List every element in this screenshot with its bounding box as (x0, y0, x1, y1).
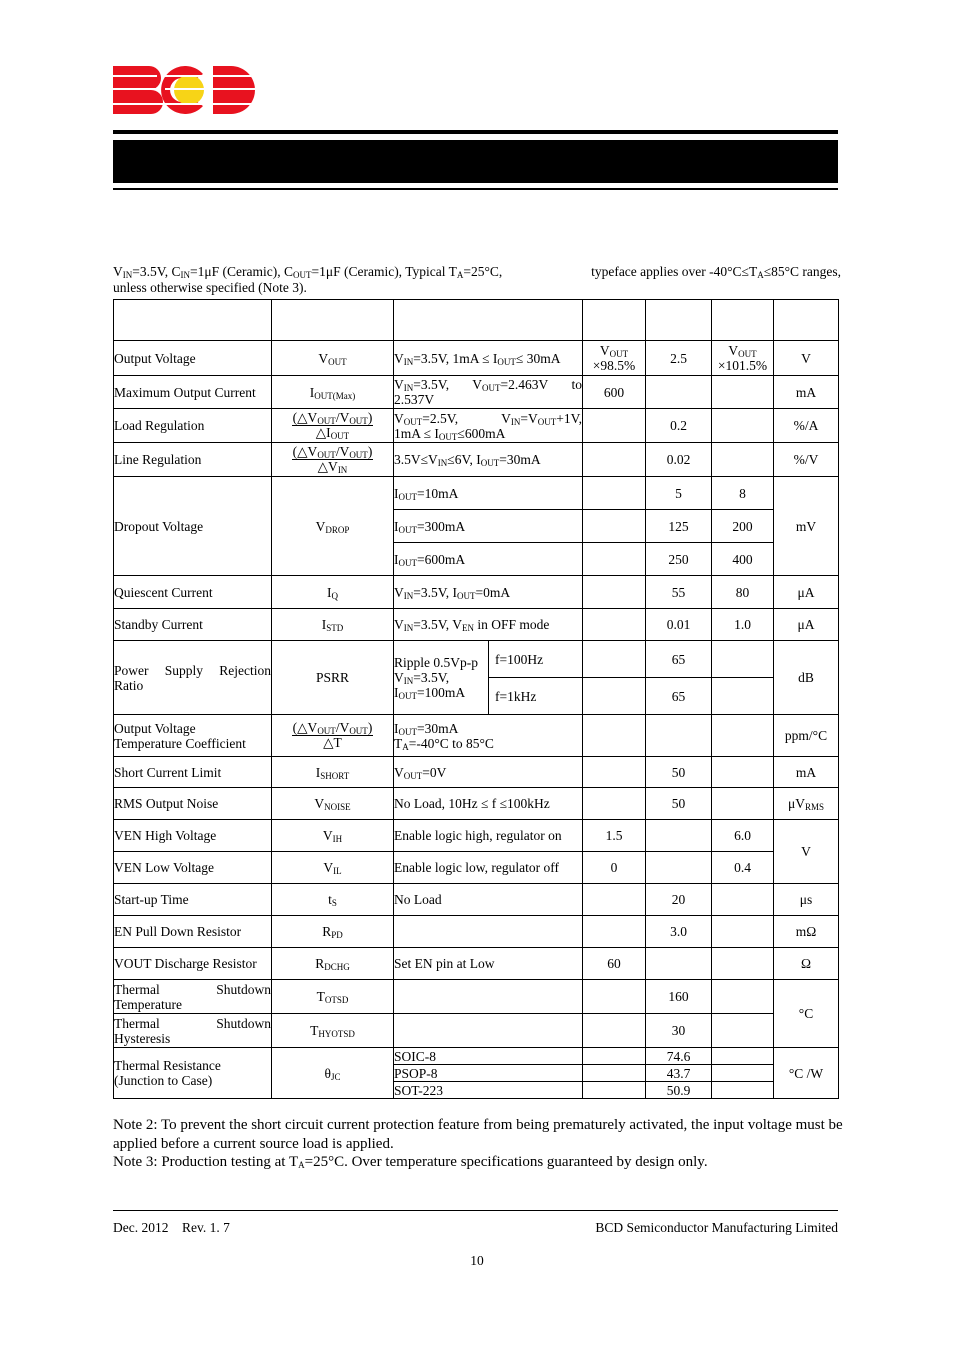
table-cell: $V_{OUT}$ ×98.5% (583, 341, 646, 376)
table-cell (583, 1048, 646, 1065)
table-cell: 200 (712, 510, 774, 543)
table-cell (583, 980, 646, 1014)
table-row (114, 980, 839, 1014)
table-cell: Output Voltage Temperature Coefficient (114, 715, 272, 757)
table-cell: Thermal Resistance (Junction to Case) (114, 1048, 272, 1099)
table-cell: $I_{OUT}=30mA$ $T_A=-40^\circ C$ to 85°C (394, 715, 583, 757)
table-cell (583, 884, 646, 916)
table-cell: $t_S$ (272, 884, 394, 916)
table-cell (712, 1065, 774, 1082)
table-row (114, 884, 839, 916)
table-cell: μs (774, 884, 839, 916)
table-cell (712, 300, 774, 341)
table-cell: 0.02 (646, 443, 712, 477)
table-cell: 125 (646, 510, 712, 543)
table-cell (394, 1014, 583, 1048)
table-cell: 1.0 (712, 609, 774, 641)
table-cell: PSOP-8 (394, 1065, 583, 1082)
table-cell (583, 715, 646, 757)
table-cell: $T_{OTSD}$ (272, 980, 394, 1014)
table-cell (712, 884, 774, 916)
table-cell (394, 300, 583, 341)
header-rule-bottom (113, 188, 838, 190)
table-cell: 160 (646, 980, 712, 1014)
table-cell (646, 715, 712, 757)
table-row (114, 409, 839, 443)
table-cell (712, 788, 774, 820)
table-cell: $V_{IH}$ (272, 820, 394, 852)
table-cell: 60 (583, 948, 646, 980)
logo-letter-d (213, 66, 255, 114)
logo-letter-b (113, 66, 163, 114)
table-cell (272, 300, 394, 341)
table-row (114, 443, 839, 477)
test-conditions (113, 264, 841, 296)
table-cell: 0.4 (712, 852, 774, 884)
table-cell (712, 443, 774, 477)
table-cell (774, 300, 839, 341)
table-cell: Ω (774, 948, 839, 980)
table-row (114, 916, 839, 948)
table-cell (712, 1048, 774, 1065)
table-cell: $\frac{(\triangle V_{OUT}/V_{OUT})}{\triangle I_{OUT}}$ (272, 409, 394, 443)
table-cell: 65 (646, 678, 712, 715)
table-cell: Quiescent Current (114, 576, 272, 609)
table-cell (712, 715, 774, 757)
table-cell: Start-up Time (114, 884, 272, 916)
table-cell: $I_{OUT}=600mA$ (394, 543, 583, 576)
table-cell: Standby Current (114, 609, 272, 641)
table-cell: $I_{STD}$ (272, 609, 394, 641)
table-row (114, 820, 839, 852)
table-cell: No Load (394, 884, 583, 916)
table-cell (583, 409, 646, 443)
table-row (114, 641, 839, 678)
table-cell (712, 409, 774, 443)
table-cell (583, 543, 646, 576)
table-cell: Thermal Shutdown Temperature (114, 981, 271, 1012)
table-cell: $V_{IL}$ (272, 852, 394, 884)
table-cell (583, 1014, 646, 1048)
table-cell: $I_{OUT(Max)}$ (272, 376, 394, 409)
table-cell (583, 757, 646, 788)
table-cell: $V_{OUT}=2.5V$, $V_{IN}=V_{OUT}+1V$, $1mA \le I_{OUT}\le 600mA$ (394, 410, 582, 442)
footer-rule (113, 1210, 838, 1211)
table-cell (583, 300, 646, 341)
table-cell: ppm/°C (774, 715, 839, 757)
table-cell: %/V (774, 443, 839, 477)
table-cell: $T_{HYOTSD}$ (272, 1014, 394, 1048)
table-cell: μA (774, 609, 839, 641)
table-cell: 3.0 (646, 916, 712, 948)
table-row (114, 715, 839, 757)
note-2: Note 2: To prevent the short circuit current protection feature from being prematurely activated, the input voltage must be applied before a current source load is applied. (113, 1117, 843, 1152)
table-cell: VEN High Voltage (114, 820, 272, 852)
table-cell (712, 980, 774, 1014)
table-cell: %/A (774, 409, 839, 443)
table-cell: 0.2 (646, 409, 712, 443)
table-cell: PSRR (272, 641, 394, 715)
conditions-left: $V_{IN}=3.5V$, $C_{IN}=1\mu F$ (Ceramic), $C_{OUT}=1\mu F$ (Ceramic), Typical $T_A=25^\circ C$, (113, 264, 503, 280)
table-cell (394, 916, 583, 948)
table-cell: dB (774, 641, 839, 715)
table-cell: VOUT Discharge Resistor (114, 948, 272, 980)
table-cell: $I_{SHORT}$ (272, 757, 394, 788)
table-cell: 43.7 (646, 1065, 712, 1082)
table-cell (583, 609, 646, 641)
table-cell (583, 678, 646, 715)
table-cell: No Load, 10Hz ≤ f ≤100kHz (394, 788, 583, 820)
table-cell: 50 (646, 757, 712, 788)
table-cell: $V_{OUT}$ ×101.5% (712, 341, 774, 376)
table-cell: mA (774, 757, 839, 788)
table-cell (583, 576, 646, 609)
table-row (114, 576, 839, 609)
table-row (114, 948, 839, 980)
table-cell: $V_{IN}=3.5V$, $V_{EN}$ in OFF mode (394, 609, 583, 641)
table-cell: $3.5V\le V_{IN}\le 6V$, $I_{OUT}=30mA$ (394, 443, 583, 477)
table-cell: $V_{IN}=3.5V$, $V_{OUT}=2.463V$ to 2.537V (394, 377, 582, 407)
table-row (114, 477, 839, 510)
table-cell: 8 (712, 477, 774, 510)
table-cell: mΩ (774, 916, 839, 948)
table-cell: Enable logic low, regulator off (394, 852, 583, 884)
table-cell (712, 757, 774, 788)
table-cell: 30 (646, 1014, 712, 1048)
table-cell: SOT-223 (394, 1082, 583, 1099)
table-cell: mV (774, 477, 839, 576)
table-cell: μA (774, 576, 839, 609)
table-cell: Dropout Voltage (114, 477, 272, 576)
table-cell: Output Voltage (114, 341, 272, 376)
table-row (114, 757, 839, 788)
conditions-line2: unless otherwise specified (Note 3). (113, 280, 307, 295)
footer-company: BCD Semiconductor Manufacturing Limited (595, 1220, 838, 1235)
table-cell: 65 (646, 641, 712, 678)
table-cell (712, 948, 774, 980)
table-cell: $V_{IN}=3.5V$, $1mA \le I_{OUT}\le 30mA$ (394, 341, 583, 376)
header-rule-top (113, 130, 838, 134)
table-cell: Thermal Shutdown Hysteresis (114, 1015, 271, 1046)
table-cell: $V_{IN}=3.5V$, $I_{OUT}=0mA$ (394, 576, 583, 609)
table-cell: EN Pull Down Resistor (114, 916, 272, 948)
table-cell: Line Regulation (114, 443, 272, 477)
table-cell: V (774, 820, 839, 884)
table-cell (583, 477, 646, 510)
table-cell: $V_{DROP}$ (272, 477, 394, 576)
table-cell (583, 641, 646, 678)
table-cell (583, 510, 646, 543)
table-row (114, 1014, 839, 1048)
table-cell: SOIC-8 (394, 1048, 583, 1065)
table-cell (583, 1082, 646, 1099)
table-header-row (114, 300, 839, 341)
table-cell: $R_{PD}$ (272, 916, 394, 948)
table-row (114, 1048, 839, 1065)
table-cell: 0 (583, 852, 646, 884)
table-cell: 600 (583, 376, 646, 409)
table-cell (712, 1014, 774, 1048)
table-cell (712, 1082, 774, 1099)
table-cell: f=100Hz (489, 641, 583, 678)
table-row (114, 376, 839, 409)
table-cell (712, 916, 774, 948)
conditions-right: typeface applies over $-40^\circ C\le T_A\le 85^\circ C$ ranges, (591, 264, 841, 280)
table-cell: Enable logic high, regulator on (394, 820, 583, 852)
table-cell: 6.0 (712, 820, 774, 852)
table-cell: 80 (712, 576, 774, 609)
table-cell: °C /W (774, 1048, 839, 1099)
bcd-logo (113, 66, 255, 114)
table-cell: Short Current Limit (114, 757, 272, 788)
footer (113, 1220, 838, 1236)
table-cell: 74.6 (646, 1048, 712, 1065)
table-cell: $\mu V_{RMS}$ (774, 788, 839, 820)
table-cell: $I_{OUT}=300mA$ (394, 510, 583, 543)
table-cell: Set EN pin at Low (394, 948, 583, 980)
table-row (114, 852, 839, 884)
table-cell: Ripple 0.5Vp-p $V_{IN}=3.5V$, $I_{OUT}=100mA$ (394, 641, 489, 715)
table-cell: 20 (646, 884, 712, 916)
table-cell: $V_{OUT}$ (272, 341, 394, 376)
table-cell: 50.9 (646, 1082, 712, 1099)
table-cell (646, 820, 712, 852)
table-cell: °C (774, 980, 839, 1048)
table-cell (712, 678, 774, 715)
table-cell: 1.5 (583, 820, 646, 852)
table-cell: f=1kHz (489, 678, 583, 715)
table-cell: RMS Output Noise (114, 788, 272, 820)
electrical-characteristics-table (113, 299, 839, 1099)
footer-date-rev: Dec. 2012 Rev. 1. 7 (113, 1220, 230, 1235)
table-cell (114, 300, 272, 341)
table-cell: $\frac{(\triangle V_{OUT}/V_{OUT})}{\triangle T}$ (272, 715, 394, 757)
table-cell: Maximum Output Current (114, 376, 272, 409)
notes (113, 1116, 843, 1172)
table-row (114, 609, 839, 641)
table-cell: 400 (712, 543, 774, 576)
table-row (114, 341, 839, 376)
table-cell: 250 (646, 543, 712, 576)
table-cell: 0.01 (646, 609, 712, 641)
table-cell: $\frac{(\triangle V_{OUT}/V_{OUT})}{\triangle V_{IN}}$ (272, 443, 394, 477)
title-bar (113, 140, 838, 183)
table-cell (583, 1065, 646, 1082)
table-cell: $I_{OUT}=10mA$ (394, 477, 583, 510)
table-cell: $V_{OUT}=0V$ (394, 757, 583, 788)
table-cell: $V_{NOISE}$ (272, 788, 394, 820)
table-cell (646, 300, 712, 341)
table-row (114, 788, 839, 820)
table-cell: $\theta_{JC}$ (272, 1048, 394, 1099)
table-cell: $R_{DCHG}$ (272, 948, 394, 980)
page-number: 10 (470, 1253, 484, 1268)
table-cell (646, 852, 712, 884)
table-cell (646, 376, 712, 409)
table-cell: Load Regulation (114, 409, 272, 443)
table-cell (712, 376, 774, 409)
table-cell (712, 641, 774, 678)
table-cell: mA (774, 376, 839, 409)
table-cell: 2.5 (646, 341, 712, 376)
table-cell (583, 443, 646, 477)
table-cell: $I_Q$ (272, 576, 394, 609)
table-cell: 50 (646, 788, 712, 820)
table-cell: Power Supply Rejection Ratio (114, 641, 272, 715)
table-cell: VEN Low Voltage (114, 852, 272, 884)
table-cell (583, 788, 646, 820)
table-cell: 5 (646, 477, 712, 510)
table-cell: 55 (646, 576, 712, 609)
table-cell (394, 980, 583, 1014)
table-cell: V (774, 341, 839, 376)
note-3: Note 3: Production testing at $T_A=25^\circ C$. Over temperature specifications guaranteed by design only. (113, 1154, 708, 1170)
table-cell (646, 948, 712, 980)
table-cell (583, 916, 646, 948)
logo-letter-c (161, 66, 205, 114)
